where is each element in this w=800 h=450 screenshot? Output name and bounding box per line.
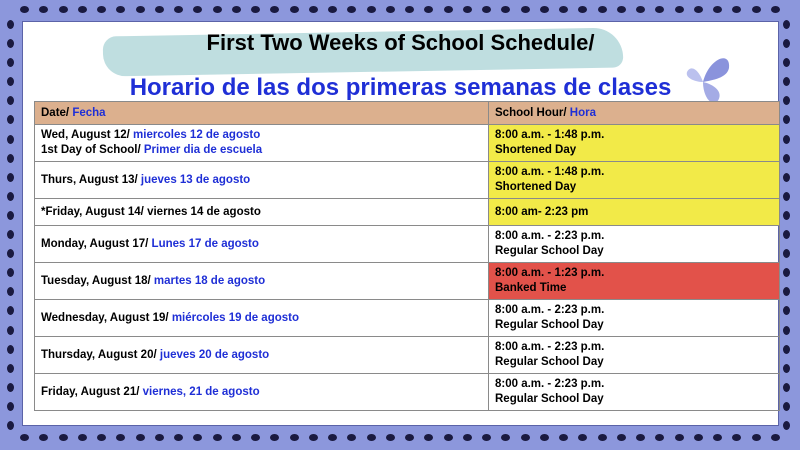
border-dot (783, 306, 790, 315)
table-row (35, 125, 780, 162)
border-dot (783, 287, 790, 296)
border-dot (783, 230, 790, 239)
page-title: First Two Weeks of School Schedule/ (206, 30, 595, 55)
border-dot (783, 115, 790, 124)
border-dot (136, 434, 145, 441)
border-dot (783, 58, 790, 67)
date-cell: Thursday, August 20/ jueves 20 de agosto (35, 337, 489, 374)
border-dot (7, 20, 14, 29)
border-dot (617, 6, 626, 13)
border-dot (501, 434, 510, 441)
border-dot (713, 434, 722, 441)
border-dot (540, 6, 549, 13)
border-dot (783, 77, 790, 86)
border-dot (655, 6, 664, 13)
border-dot (783, 154, 790, 163)
time-cell: 8:00 am- 2:23 pm (489, 199, 780, 226)
border-dot (783, 383, 790, 392)
border-dot (783, 326, 790, 335)
border-dot (636, 434, 645, 441)
border-dot (7, 77, 14, 86)
border-dot (270, 6, 279, 13)
time-cell: 8:00 a.m. - 1:48 p.m. Shortened Day (489, 162, 780, 199)
border-dot (116, 434, 125, 441)
table-row (35, 337, 780, 374)
dot-border-left (7, 20, 17, 430)
border-dot (367, 434, 376, 441)
table-row (35, 300, 780, 337)
border-dot (771, 434, 780, 441)
border-dot (521, 6, 530, 13)
schedule-table (34, 101, 780, 411)
border-dot (7, 96, 14, 105)
border-dot (386, 434, 395, 441)
border-dot (174, 6, 183, 13)
border-dot (732, 434, 741, 441)
time-cell: 8:00 a.m. - 2:23 p.m. Regular School Day (489, 226, 780, 263)
date-cell: Tuesday, August 18/ martes 18 de agosto (35, 263, 489, 300)
date-cell: Wednesday, August 19/ miércoles 19 de agosto (35, 300, 489, 337)
border-dot (783, 268, 790, 277)
time-cell: 8:00 a.m. - 1:23 p.m. Banked Time (489, 263, 780, 300)
border-dot (636, 6, 645, 13)
border-dot (783, 364, 790, 373)
date-cell: Wed, August 12/ miercoles 12 de agosto 1st Day of School/ Primer dia de escuela (35, 125, 489, 162)
border-dot (232, 434, 241, 441)
border-dot (7, 135, 14, 144)
border-dot (367, 6, 376, 13)
border-dot (7, 306, 14, 315)
border-dot (7, 39, 14, 48)
border-dot (213, 434, 222, 441)
border-dot (7, 383, 14, 392)
border-dot (783, 402, 790, 411)
table-row (35, 226, 780, 263)
border-dot (501, 6, 510, 13)
border-dot (7, 326, 14, 335)
border-dot (7, 173, 14, 182)
border-dot (7, 345, 14, 354)
border-dot (694, 6, 703, 13)
date-cell: Monday, August 17/ Lunes 17 de agosto (35, 226, 489, 263)
border-dot (598, 6, 607, 13)
border-dot (59, 434, 68, 441)
date-cell: Thurs, August 13/ jueves 13 de agosto (35, 162, 489, 199)
border-dot (328, 434, 337, 441)
border-dot (193, 434, 202, 441)
border-dot (405, 434, 414, 441)
border-dot (463, 6, 472, 13)
border-dot (424, 434, 433, 441)
border-dot (444, 434, 453, 441)
border-dot (424, 6, 433, 13)
dot-border-right (783, 20, 793, 430)
border-dot (783, 39, 790, 48)
border-dot (405, 6, 414, 13)
border-dot (347, 6, 356, 13)
border-dot (78, 6, 87, 13)
border-dot (783, 211, 790, 220)
border-dot (732, 6, 741, 13)
time-cell: 8:00 a.m. - 2:23 p.m. Regular School Day (489, 337, 780, 374)
border-dot (7, 402, 14, 411)
border-dot (78, 434, 87, 441)
border-dot (783, 421, 790, 430)
border-dot (116, 6, 125, 13)
border-dot (7, 230, 14, 239)
border-dot (155, 6, 164, 13)
border-dot (270, 434, 279, 441)
border-dot (783, 20, 790, 29)
border-dot (694, 434, 703, 441)
border-dot (59, 6, 68, 13)
border-dot (578, 434, 587, 441)
table-row (35, 263, 780, 300)
border-dot (752, 6, 761, 13)
border-dot (97, 6, 106, 13)
border-dot (783, 345, 790, 354)
border-dot (7, 287, 14, 296)
border-dot (328, 6, 337, 13)
dot-border-top (20, 6, 780, 16)
border-dot (7, 211, 14, 220)
table-row (35, 199, 780, 226)
border-dot (463, 434, 472, 441)
border-dot (771, 6, 780, 13)
border-dot (97, 434, 106, 441)
border-dot (20, 434, 29, 441)
border-dot (7, 192, 14, 201)
border-dot (7, 115, 14, 124)
border-dot (290, 6, 299, 13)
border-dot (174, 434, 183, 441)
border-dot (783, 249, 790, 258)
border-dot (482, 434, 491, 441)
border-dot (540, 434, 549, 441)
border-dot (783, 192, 790, 201)
border-dot (7, 364, 14, 373)
border-dot (136, 6, 145, 13)
border-dot (783, 173, 790, 182)
content-panel (23, 22, 778, 425)
border-dot (347, 434, 356, 441)
table-row (35, 162, 780, 199)
date-cell: Friday, August 21/ viernes, 21 de agosto (35, 374, 489, 411)
border-dot (617, 434, 626, 441)
border-dot (7, 249, 14, 258)
border-dot (309, 6, 318, 13)
time-cell: 8:00 a.m. - 1:48 p.m. Shortened Day (489, 125, 780, 162)
border-dot (7, 58, 14, 67)
border-dot (655, 434, 664, 441)
header-date: Date/ Fecha (35, 102, 489, 125)
border-dot (39, 434, 48, 441)
border-dot (39, 6, 48, 13)
dot-border-bottom (20, 434, 780, 444)
border-dot (7, 154, 14, 163)
border-dot (521, 434, 530, 441)
border-dot (783, 96, 790, 105)
border-dot (193, 6, 202, 13)
time-cell: 8:00 a.m. - 2:23 p.m. Regular School Day (489, 300, 780, 337)
border-dot (232, 6, 241, 13)
border-dot (386, 6, 395, 13)
border-dot (675, 434, 684, 441)
border-dot (578, 6, 587, 13)
table-row (35, 374, 780, 411)
table-header-row (35, 102, 780, 125)
border-dot (598, 434, 607, 441)
page-subtitle: Horario de las dos primeras semanas de clases (129, 74, 672, 101)
date-cell: *Friday, August 14/ viernes 14 de agosto (35, 199, 489, 226)
border-dot (559, 6, 568, 13)
border-dot (309, 434, 318, 441)
border-dot (290, 434, 299, 441)
border-dot (559, 434, 568, 441)
border-dot (7, 268, 14, 277)
border-dot (444, 6, 453, 13)
border-dot (213, 6, 222, 13)
border-dot (251, 6, 260, 13)
border-dot (713, 6, 722, 13)
border-dot (20, 6, 29, 13)
border-dot (251, 434, 260, 441)
border-dot (155, 434, 164, 441)
border-dot (752, 434, 761, 441)
header-hour: School Hour/ Hora (489, 102, 780, 125)
time-cell: 8:00 a.m. - 2:23 p.m. Regular School Day (489, 374, 780, 411)
border-dot (482, 6, 491, 13)
border-dot (783, 135, 790, 144)
border-dot (675, 6, 684, 13)
border-dot (7, 421, 14, 430)
